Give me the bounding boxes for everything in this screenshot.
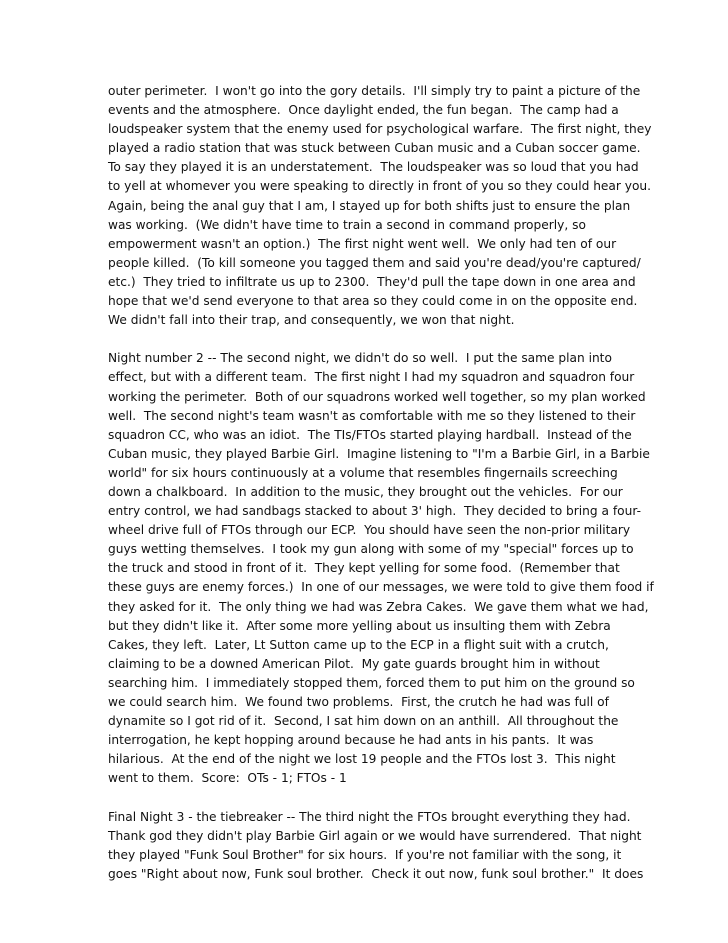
paragraph	[108, 82, 652, 330]
text-line: wheel drive full of FTOs through our ECP. You should have seen the non-prior military	[108, 523, 631, 538]
text-line: squadron CC, who was an idiot. The TIs/FTOs started playing hardball. Instead of the	[108, 427, 632, 442]
text-line: etc.) They tried to infiltrate us up to 2300. They'd pull the tape down in one area and	[108, 274, 636, 289]
paragraph-gap	[108, 788, 628, 807]
text-line: but they didn't like it. After some more yelling about us insulting them with Zebra	[108, 618, 611, 633]
text-line: we could search him. We found two problems. First, the crutch he had was full of	[108, 695, 609, 709]
text-line: entry control, we had sandbags stacked to about 3' high. They decided to bring a four-	[108, 504, 641, 519]
text-line: searching him. I immediately stopped them, forced them to put him on the ground so	[108, 675, 635, 690]
text-line: went to them. Score: OTs - 1; FTOs - 1	[108, 771, 347, 786]
text-line: guys wetting themselves. I took my gun along with some of my "special" forces up to	[108, 542, 634, 557]
text-line: to yell at whomever you were speaking to directly in front of you so they could hear you.	[108, 179, 652, 194]
text-line: they asked for it. The only thing we had was Zebra Cakes. We gave them what we had,	[108, 599, 649, 614]
text-line: To say they played it is an understatement. The loudspeaker was so loud that you had	[108, 160, 639, 175]
text-line: hilarious. At the end of the night we lost 19 people and the FTOs lost 3. This night	[108, 752, 616, 767]
text-line: down a chalkboard. In addition to the music, they brought out the vehicles. For our	[108, 484, 623, 499]
text-line: these guys are enemy forces.) In one of our messages, we were told to give them food if	[108, 580, 654, 595]
text-line: played a radio station that was stuck between Cuban music and a Cuban soccer game.	[108, 141, 641, 156]
text-line: effect, but with a different team. The first night I had my squadron and squadron four	[108, 370, 635, 385]
text-line: claiming to be a downed American Pilot. My gate guards brought him in without	[108, 656, 600, 671]
text-line: Thank god they didn't play Barbie Girl again or we would have surrendered. That night	[108, 828, 642, 843]
text-line: loudspeaker system that the enemy used for psychological warfare. The first night, they	[108, 122, 652, 137]
text-line: outer perimeter. I won't go into the gory details. I'll simply try to paint a picture of the	[108, 84, 641, 98]
text-line: Cakes, they left. Later, Lt Sutton came up to the ECP in a flight suit with a crutch,	[108, 637, 609, 652]
text-line: world" for six hours continuously at a volume that resembles fingernails screeching	[108, 465, 618, 480]
text-line: well. The second night's team wasn't as comfortable with me so they listened to their	[108, 408, 636, 423]
text-line: dynamite so I got rid of it. Second, I sat him down on an anthill. All throughout the	[108, 714, 619, 729]
text-line: the truck and stood in front of it. They kept yelling for some food. (Remember that	[108, 561, 620, 576]
text-line: Night number 2 -- The second night, we didn't do so well. I put the same plan into	[108, 351, 612, 366]
text-line: was working. (We didn't have time to train a second in command properly, so	[108, 217, 586, 232]
text-line: Cuban music, they played Barbie Girl. Imagine listening to "I'm a Barbie Girl, in a Barbie	[108, 446, 650, 461]
document-body	[108, 82, 654, 884]
paragraph	[108, 349, 654, 788]
paragraph	[108, 808, 644, 884]
text-line: empowerment wasn't an option.) The first night went well. We only had ten of our	[108, 236, 617, 251]
text-line: events and the atmosphere. Once daylight ended, the fun began. The camp had a	[108, 103, 619, 118]
text-line: hope that we'd send everyone to that area so they could come in on the opposite end.	[108, 294, 638, 309]
text-line: We didn't fall into their trap, and consequently, we won that night.	[108, 313, 515, 328]
text-line: working the perimeter. Both of our squadrons worked well together, so my plan worked	[108, 389, 646, 404]
text-line: interrogation, he kept hopping around because he had ants in his pants. It was	[108, 733, 594, 748]
text-line: people killed. (To kill someone you tagged them and said you're dead/you're captured/	[108, 255, 641, 270]
text-line: they played "Funk Soul Brother" for six hours. If you're not familiar with the song, it	[108, 847, 622, 862]
text-line: goes "Right about now, Funk soul brother. Check it out now, funk soul brother." It does	[108, 866, 644, 881]
text-line: Final Night 3 - the tiebreaker -- The third night the FTOs brought everything they had.	[108, 809, 631, 824]
paragraph-gap	[108, 330, 628, 349]
text-line: Again, being the anal guy that I am, I stayed up for both shifts just to ensure the plan	[108, 198, 631, 213]
